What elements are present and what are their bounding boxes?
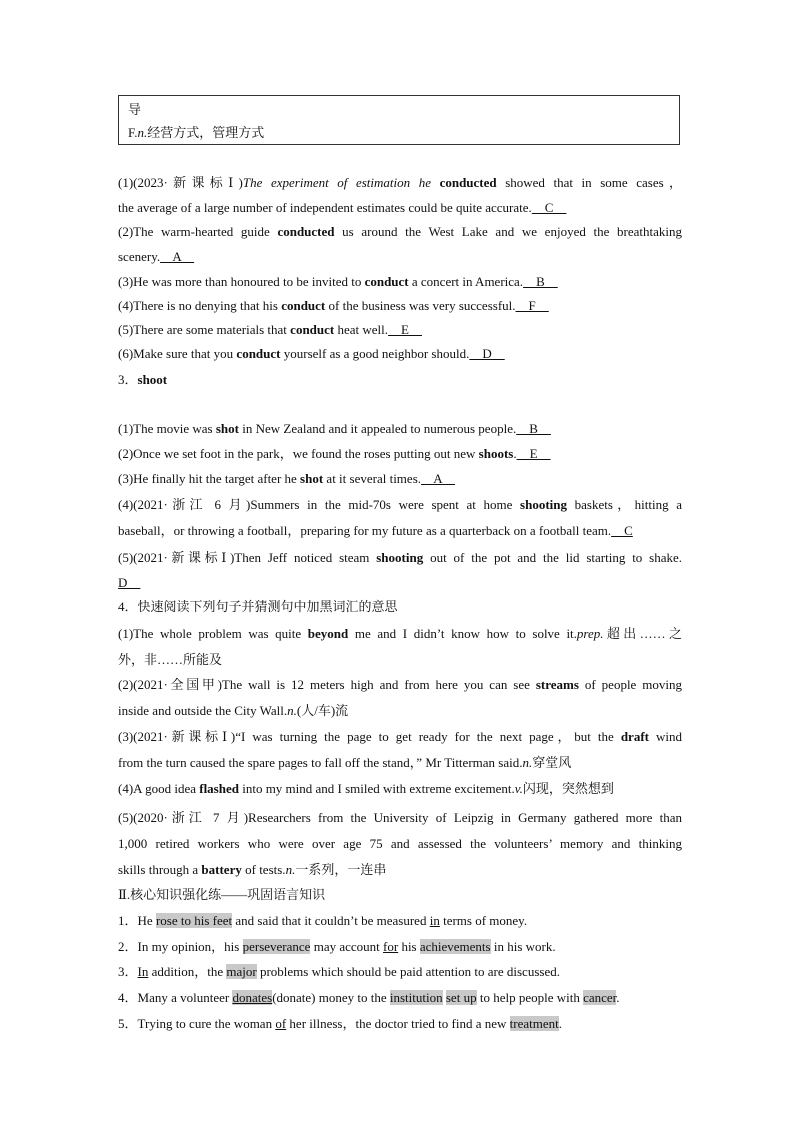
text-segment: (3)He was more than honoured to be invited to (118, 274, 362, 289)
text-segment: heat well. (337, 322, 389, 337)
bold-keyword: shot (215, 421, 239, 436)
text-segment: in New Zealand and it appealed to numerous people. (242, 421, 517, 436)
guess-item-5-line-1: (5)(2020·浙江 7 月)Researchers from the University of Leipzig in Germany gathered more than (118, 810, 682, 825)
text-segment: me and I didn’t know how to solve it. (354, 626, 577, 641)
text-segment: of the business was very successful. (328, 298, 516, 313)
box-line-2 (128, 122, 264, 141)
bold-keyword: streams (535, 677, 579, 692)
bold-keyword: conduct (290, 322, 335, 337)
conduct-item-3 (118, 274, 682, 290)
text-segment: 2． (118, 939, 138, 954)
answer-blank: C (531, 200, 567, 215)
answer-blank: D (118, 575, 141, 590)
text-segment: 3． (118, 372, 138, 387)
text-segment: Many a volunteer (137, 990, 230, 1005)
text-segment: and said that it couldn’t be measured (235, 913, 427, 928)
highlighted-phrase: achievements (419, 939, 491, 954)
answer-blank: A (160, 249, 195, 264)
text-segment: 5． (118, 1016, 138, 1031)
text-segment: 4． (118, 990, 138, 1005)
shoot-item-2 (118, 446, 682, 462)
answer-blank: B (523, 274, 558, 289)
text-segment: The experiment of estimation he (242, 175, 431, 190)
section2-item-1 (118, 913, 682, 929)
bold-keyword: shot (300, 471, 324, 486)
text-segment: He (137, 913, 153, 928)
guess-item-1-line-2: 外，非……所能及 (118, 652, 223, 667)
text-segment: wind (656, 729, 683, 744)
bold-keyword: shooting (376, 550, 424, 565)
shoot-item-3 (118, 471, 682, 487)
text-segment: terms of money. (443, 913, 528, 928)
text-segment: us around the West Lake and we enjoyed the breathtaking (342, 224, 683, 239)
bold-keyword: conducted (277, 224, 335, 239)
underlined-word: In (137, 964, 149, 979)
text-segment: (2)Once we set foot in the park，we found the roses putting out new (118, 446, 476, 461)
shoot-item-1 (118, 421, 682, 437)
bold-keyword: flashed (199, 781, 239, 796)
text-segment: scenery. (118, 249, 161, 264)
text-segment: (donate) (272, 990, 316, 1005)
conduct-item-2-line-2 (118, 249, 682, 265)
guess-item-5-line-3 (118, 862, 682, 878)
text-segment: prep. (576, 626, 604, 641)
guess-item-2-line-1 (118, 677, 682, 693)
conduct-item-5 (118, 322, 682, 338)
shoot-item-4-line-2 (118, 523, 682, 539)
bold-keyword: conduct (281, 298, 326, 313)
text-segment: to help people with (479, 990, 580, 1005)
text-segment: into my mind and I smiled with extreme excitement. (242, 781, 515, 796)
conduct-item-2-line-1 (118, 224, 682, 240)
text-segment: F. (128, 125, 138, 140)
bold-keyword: conducted (439, 175, 497, 190)
text-segment: of tests. (245, 862, 286, 877)
text-segment: n. (137, 125, 148, 140)
text-segment: 穿堂风 (532, 755, 572, 770)
bold-keyword: battery (201, 862, 242, 877)
bold-keyword: conduct (236, 346, 281, 361)
text-segment: a concert in America. (411, 274, 524, 289)
text-segment: his (401, 939, 417, 954)
highlighted-phrase: treatment (509, 1016, 559, 1031)
section2-item-2 (118, 939, 682, 955)
text-segment: addition，the (151, 964, 224, 979)
highlighted-phrase: set up (445, 990, 477, 1005)
text-segment: (人/车)流 (296, 703, 349, 718)
guess-item-2-line-2 (118, 703, 682, 719)
answer-blank: B (516, 421, 551, 436)
text-segment: (1)(2023·新课标Ⅰ) (118, 175, 243, 190)
text-segment: problems which should be paid attention to are discussed. (259, 964, 560, 979)
text-segment: at it several times. (326, 471, 422, 486)
bold-keyword: conduct (364, 274, 409, 289)
text-segment: her illness，the doctor tried to find a new (289, 1016, 507, 1031)
bold-keyword: shooting (520, 497, 568, 512)
highlighted-phrase: institution (389, 990, 443, 1005)
shoot-item-5-line-2 (118, 575, 682, 591)
box-line-1: 导 (128, 102, 142, 117)
bold-keyword: beyond (307, 626, 349, 641)
text-segment: (1)The whole problem was quite (118, 626, 302, 641)
bold-keyword: shoots (478, 446, 514, 461)
guess-item-1-line-1 (118, 626, 682, 642)
conduct-item-1-line-2 (118, 200, 682, 216)
section2-item-4 (118, 990, 682, 1006)
guess-heading: 4．快速阅读下列句子并猜测句中加黑词汇的意思 (118, 599, 398, 614)
guess-item-3-line-2 (118, 755, 682, 771)
guess-item-3-line-1 (118, 729, 682, 745)
text-segment: . (616, 990, 620, 1005)
text-segment: n. (522, 755, 533, 770)
section2-item-3 (118, 964, 682, 980)
guess-item-5-line-2: 1,000 retired workers who were over age 75 and assessed the volunteers’ memory and thinking (118, 836, 682, 851)
text-segment: n. (285, 862, 296, 877)
conduct-item-6 (118, 346, 682, 362)
underlined-word: of (275, 1016, 287, 1031)
answer-blank: F (515, 298, 549, 313)
text-segment: n. (287, 703, 297, 718)
text-segment: (4)A good idea (118, 781, 196, 796)
text-segment: 一系列，一连串 (295, 862, 387, 877)
text-segment: In my opinion，his (137, 939, 240, 954)
bold-keyword: draft (620, 729, 649, 744)
text-segment: yourself as a good neighbor should. (283, 346, 470, 361)
underlined-word: in (429, 913, 440, 928)
text-segment: (3)He finally hit the target after he (118, 471, 297, 486)
underlined-word: for (383, 939, 399, 954)
text-segment: skills through a (118, 862, 199, 877)
highlighted-phrase: rose to his feet (155, 913, 233, 928)
text-segment: 超出……之 (603, 626, 683, 641)
text-segment: 3． (118, 964, 138, 979)
conduct-item-1-line-1 (118, 175, 682, 191)
answer-blank: A (421, 471, 455, 486)
text-segment: 闪现，突然想到 (522, 781, 614, 796)
text-segment: (6)Make sure that you (118, 346, 234, 361)
text-segment: . (558, 1016, 562, 1031)
shoot-item-5-line-1 (118, 550, 682, 566)
text-segment: baskets，hitting a (574, 497, 682, 512)
highlighted-phrase: major (226, 964, 257, 979)
text-segment: (1)The movie was (118, 421, 213, 436)
highlighted-phrase: perseverance (242, 939, 311, 954)
text-segment: of people moving (584, 677, 683, 692)
text-segment: money to the (318, 990, 387, 1005)
bold-keyword: shoot (137, 372, 168, 387)
text-segment: (5)There are some materials that (118, 322, 287, 337)
text-segment: (2)(2021·全国甲)The wall is 12 meters high and from here you can see (118, 677, 530, 692)
text-segment: showed that in some cases， (505, 175, 683, 190)
shoot-heading (118, 372, 682, 388)
text-segment: from the turn caused the spare pages to fall off the stand，” Mr Titterman said. (118, 755, 523, 770)
text-segment: Trying to cure the woman (137, 1016, 273, 1031)
definition-box (118, 95, 680, 145)
conduct-item-4 (118, 298, 682, 314)
answer-blank: D (469, 346, 505, 361)
text-segment: baseball，or throwing a football，preparing for my future as a quarterback on a football team. (118, 523, 612, 538)
answer-blank: C (611, 523, 633, 538)
text-segment: 1． (118, 913, 138, 928)
text-segment: inside and outside the City Wall. (118, 703, 288, 718)
text-segment: the average of a large number of independent estimates could be quite accurate. (118, 200, 532, 215)
text-segment: (4)(2021·浙江 6 月)Summers in the mid-70s were spent at home (118, 497, 513, 512)
text-segment: 经营方式，管理方式 (147, 125, 265, 140)
answer-blank: E (388, 322, 422, 337)
highlighted-phrase: cancer (583, 990, 617, 1005)
text-segment: in his work. (493, 939, 556, 954)
text-segment: (4)There is no denying that his (118, 298, 278, 313)
text-segment: (3)(2021·新课标Ⅰ)“I was turning the page to get ready for the next page，but the (118, 729, 614, 744)
text-segment: (5)(2021·新课标Ⅰ)Then Jeff noticed steam (118, 550, 370, 565)
text-segment: may account (313, 939, 380, 954)
section2-item-5 (118, 1016, 682, 1032)
section-2-heading: Ⅱ.核心知识强化练——巩固语言知识 (118, 887, 326, 902)
text-segment: . (513, 446, 517, 461)
highlighted-phrase: donates (232, 990, 273, 1005)
answer-blank: E (516, 446, 551, 461)
guess-item-4 (118, 781, 682, 797)
text-segment: v. (514, 781, 523, 796)
text-segment: (2)The warm-hearted guide (118, 224, 270, 239)
shoot-item-4-line-1 (118, 497, 682, 513)
text-segment: out of the pot and the lid starting to shake. (430, 550, 683, 565)
